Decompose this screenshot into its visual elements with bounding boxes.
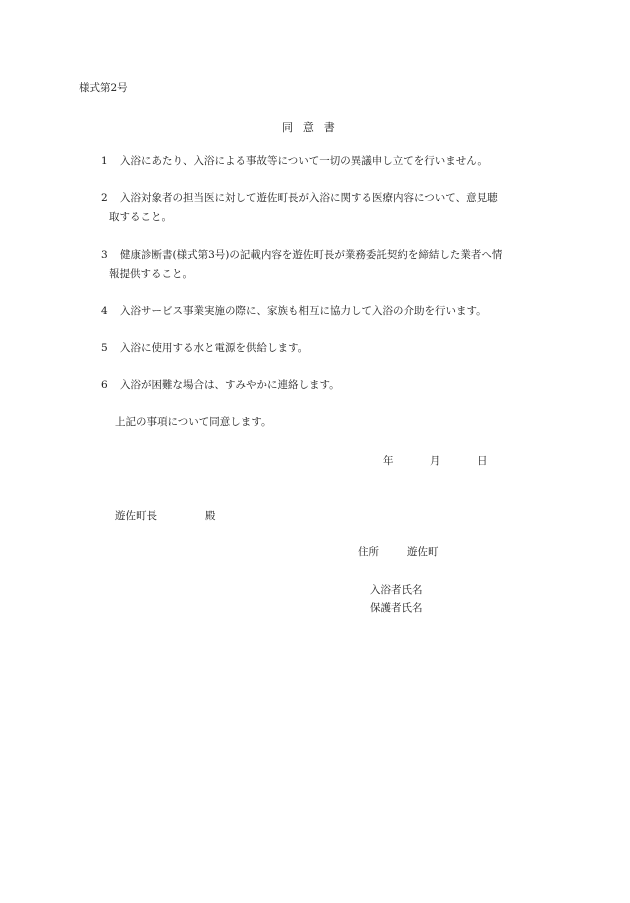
form-number: 様式第2号 bbox=[79, 82, 128, 94]
item-number-6: 6 bbox=[101, 379, 108, 391]
item-text-5: 入浴に使用する水と電源を供給します。 bbox=[120, 342, 309, 354]
address-label: 住所 bbox=[358, 546, 379, 558]
agreement-statement: 上記の事項について同意します。 bbox=[115, 416, 272, 428]
item-text-2: 入浴対象者の担当医に対して遊佐町長が入浴に関する医療内容について、意見聴 bbox=[120, 192, 498, 204]
item-text-6: 入浴が困難な場合は、すみやかに連絡します。 bbox=[120, 379, 340, 391]
date-day-label: 日 bbox=[477, 455, 488, 467]
item-number-4: 4 bbox=[101, 305, 108, 317]
item-number-1: 1 bbox=[101, 155, 108, 167]
addressee-name: 遊佐町長 bbox=[115, 510, 157, 522]
item-text-2-continued: 取すること。 bbox=[109, 211, 172, 223]
item-text-3-continued: 報提供すること。 bbox=[109, 268, 193, 280]
document-title: 同意書 bbox=[282, 121, 345, 134]
item-number-5: 5 bbox=[101, 342, 108, 354]
date-month-label: 月 bbox=[430, 455, 441, 467]
addressee-honorific: 殿 bbox=[205, 510, 216, 522]
item-text-1: 入浴にあたり、入浴による事故等について一切の異議申し立てを行いません。 bbox=[120, 155, 488, 167]
date-year-label: 年 bbox=[383, 455, 394, 467]
address-value: 遊佐町 bbox=[407, 546, 439, 558]
bather-name-label: 入浴者氏名 bbox=[370, 584, 423, 596]
guardian-name-label: 保護者氏名 bbox=[370, 602, 423, 614]
item-number-3: 3 bbox=[101, 249, 108, 261]
item-text-4: 入浴サービス事業実施の際に、家族も相互に協力して入浴の介助を行います。 bbox=[120, 305, 487, 317]
item-text-3: 健康診断書(様式第3号)の記載内容を遊佐町長が業務委託契約を締結した業者へ情 bbox=[120, 249, 503, 261]
item-number-2: 2 bbox=[101, 192, 108, 204]
